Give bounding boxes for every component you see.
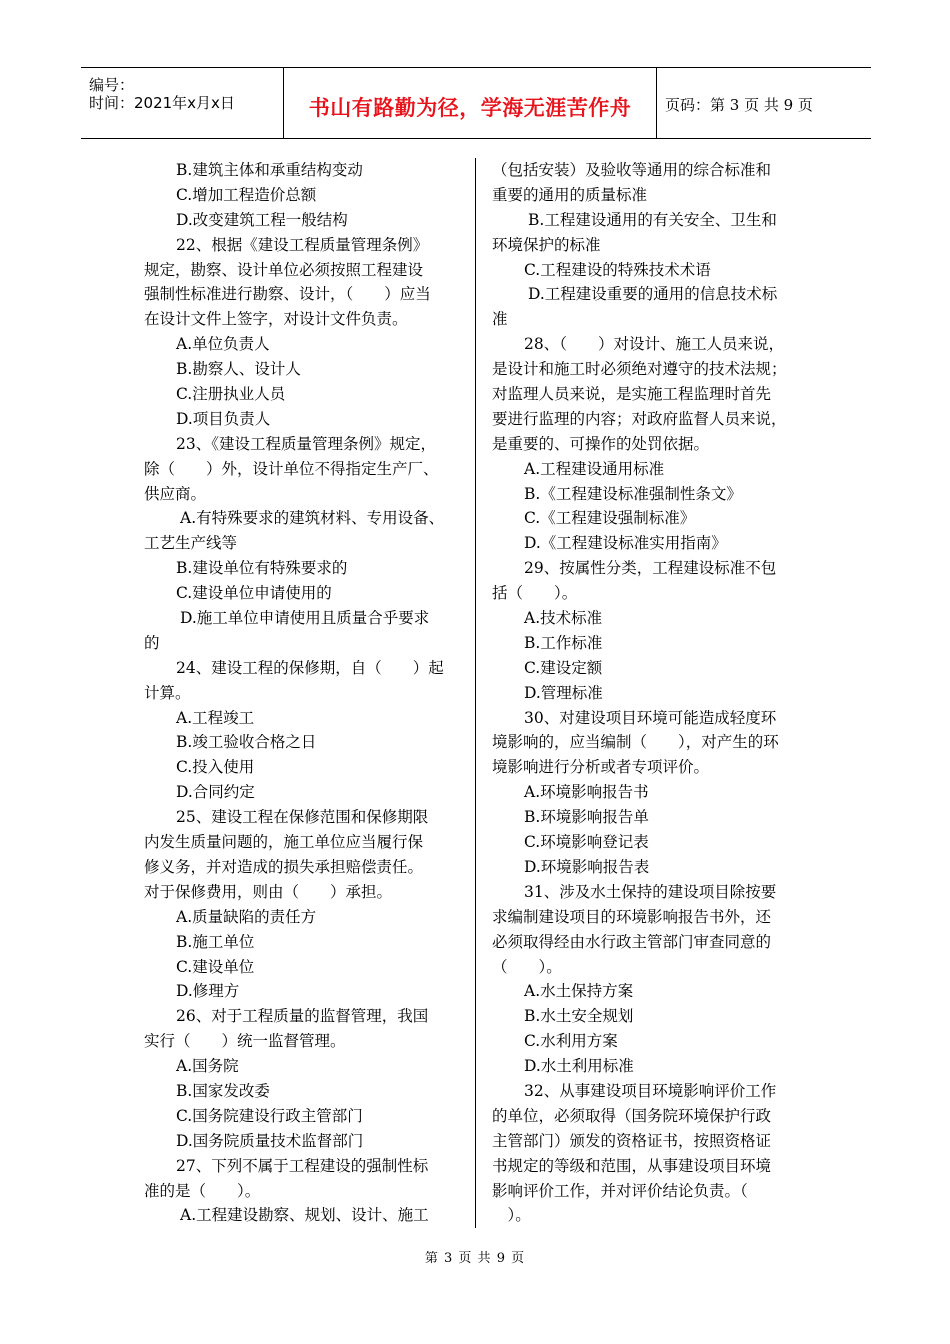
text-line: C.建设定额: [524, 658, 603, 677]
column-divider: [475, 158, 476, 1228]
text-line: 规定，勘察、设计单位必须按照工程建设: [144, 260, 424, 279]
text-line: 26、对于工程质量的监督管理，我国: [176, 1007, 429, 1026]
text-line: 是设计和施工时必须绝对遵守的技术法规；: [492, 360, 787, 379]
text-line: D.管理标准: [524, 683, 603, 702]
text-line: C.国务院建设行政主管部门: [176, 1106, 363, 1125]
text-line: 要进行监理的内容；对政府监督人员来说，: [492, 409, 787, 428]
text-line: C.注册执业人员: [176, 385, 286, 404]
text-line: 求编制建设项目的环境影响报告书外，还: [492, 907, 772, 926]
text-line: B.竣工验收合格之日: [176, 733, 317, 752]
text-line: 境影响的，应当编制（ ），对产生的环: [492, 733, 779, 752]
text-line: D.水土利用标准: [524, 1057, 634, 1076]
motto: 书山有路勤为径，学海无涯苦作舟: [308, 95, 632, 120]
header-motto-cell: [284, 68, 657, 138]
text-line: 31、涉及水土保持的建设项目除按要: [524, 882, 777, 901]
text-line: C.投入使用: [176, 758, 255, 777]
text-line: C.环境影响登记表: [524, 833, 649, 852]
header-page-cell: [657, 68, 871, 138]
text-line: D.修理方: [176, 982, 240, 1001]
right-column: [492, 158, 818, 1228]
text-line: B.勘察人、设计人: [176, 360, 301, 379]
text-line: A.工程建设通用标准: [524, 459, 665, 478]
header-meta-cell: [81, 68, 284, 138]
text-line: D.施工单位申请使用且质量合乎要求: [180, 609, 430, 628]
text-line: 重要的通用的质量标准: [492, 185, 648, 204]
text-line: B.工作标准: [524, 633, 603, 652]
text-line: （包括安装）及验收等通用的综合标准和: [492, 161, 772, 179]
text-line: A.技术标准: [524, 609, 603, 628]
text-line: 除（ ）外，设计单位不得指定生产厂、: [144, 459, 439, 478]
text-line: 供应商。: [144, 484, 207, 503]
text-line: C.增加工程造价总额: [176, 185, 317, 204]
text-line: D.国务院质量技术监督部门: [176, 1131, 364, 1150]
text-line: B.环境影响报告单: [524, 808, 649, 827]
text-line: 工艺生产线等: [144, 534, 238, 553]
text-line: 32、从事建设项目环境影响评价工作: [524, 1081, 777, 1100]
text-line: A.有特殊要求的建筑材料、专用设备、: [180, 509, 445, 528]
page-header: [81, 67, 871, 139]
text-line: 准的是（ ）。: [144, 1181, 261, 1200]
text-line: D.环境影响报告表: [524, 857, 650, 876]
text-line: C.建设单位: [176, 957, 255, 976]
text-line: ）。: [492, 1206, 531, 1225]
text-line: B.水土安全规划: [524, 1007, 634, 1026]
page-code: 页码：第 3 页 共 9 页: [665, 96, 813, 114]
text-line: 24、建设工程的保修期，自（ ）起: [176, 658, 444, 677]
text-line: 实行（ ）统一监督管理。: [144, 1032, 346, 1051]
text-line: B.施工单位: [176, 932, 255, 951]
text-line: C.《工程建设强制标准》: [524, 509, 696, 528]
text-line: 影响评价工作，并对评价结论负责。（: [492, 1181, 748, 1200]
text-line: 29、按属性分类，工程建设标准不包: [524, 559, 777, 578]
text-line: 必须取得经由水行政主管部门审查同意的: [492, 932, 772, 951]
text-line: 对监理人员来说，是实施工程监理时首先: [492, 385, 772, 404]
text-line: A.工程建设勘察、规划、设计、施工: [180, 1206, 429, 1225]
text-line: B.工程建设通用的有关安全、卫生和: [528, 210, 777, 229]
text-line: 对于保修费用，则由（ ）承担。: [144, 882, 393, 901]
text-line: D.改变建筑工程一般结构: [176, 210, 348, 229]
text-line: A.水土保持方案: [524, 982, 634, 1001]
text-line: 境影响进行分析或者专项评价。: [492, 758, 710, 777]
text-line: D.项目负责人: [176, 409, 271, 428]
text-line: （ ）。: [492, 957, 562, 976]
text-line: 在设计文件上签字，对设计文件负责。: [144, 310, 408, 329]
text-line: A.单位负责人: [176, 335, 270, 354]
text-line: B.建筑主体和承重结构变动: [176, 161, 363, 179]
text-line: 23、《建设工程质量管理条例》规定，: [176, 434, 436, 453]
text-line: 内发生质量问题的，施工单位应当履行保: [144, 833, 424, 852]
text-line: 是重要的、可操作的处罚依据。: [492, 434, 710, 453]
text-line: 27、下列不属于工程建设的强制性标: [176, 1156, 429, 1175]
text-line: C.建设单位申请使用的: [176, 584, 332, 603]
text-line: 准: [492, 310, 508, 329]
text-line: 22、根据《建设工程质量管理条例》: [176, 235, 429, 254]
text-line: 的单位，必须取得（国务院环境保护行政: [492, 1106, 772, 1125]
text-line: C.工程建设的特殊技术术语: [524, 260, 711, 279]
text-line: B.建设单位有特殊要求的: [176, 559, 348, 578]
text-line: 28、（ ）对设计、施工人员来说，: [524, 335, 784, 354]
text-line: 环境保护的标准: [492, 235, 601, 254]
text-line: B.国家发改委: [176, 1081, 270, 1100]
text-line: D.《工程建设标准实用指南》: [524, 534, 727, 553]
text-line: 括（ ）。: [492, 584, 578, 603]
text-line: 强制性标准进行勘察、设计，（ ）应当: [144, 285, 431, 304]
text-line: C.水利用方案: [524, 1032, 618, 1051]
text-line: A.国务院: [176, 1057, 239, 1076]
text-line: A.质量缺陷的责任方: [176, 907, 317, 926]
text-line: D.工程建设重要的通用的信息技术标: [528, 285, 778, 304]
text-line: B.《工程建设标准强制性条文》: [524, 484, 742, 503]
text-line: 主管部门）颁发的资格证书，按照资格证: [492, 1131, 772, 1150]
serial-label: 编号：: [89, 76, 135, 94]
text-line: D.合同约定: [176, 783, 255, 802]
date-label: 时间：2021年x月x日: [89, 94, 235, 112]
text-line: A.工程竣工: [176, 708, 255, 727]
text-line: 计算。: [144, 683, 191, 702]
text-line: 25、建设工程在保修范围和保修期限: [176, 808, 429, 827]
text-line: 修义务，并对造成的损失承担赔偿责任。: [144, 857, 424, 876]
text-line: 30、对建设项目环境可能造成轻度环: [524, 708, 777, 727]
text-line: 的: [144, 633, 160, 652]
text-line: A.环境影响报告书: [524, 783, 649, 802]
page-footer: 第 3 页 共 9 页: [424, 1251, 526, 1266]
left-column: [144, 158, 466, 1228]
text-line: 书规定的等级和范围，从事建设项目环境: [492, 1156, 772, 1175]
